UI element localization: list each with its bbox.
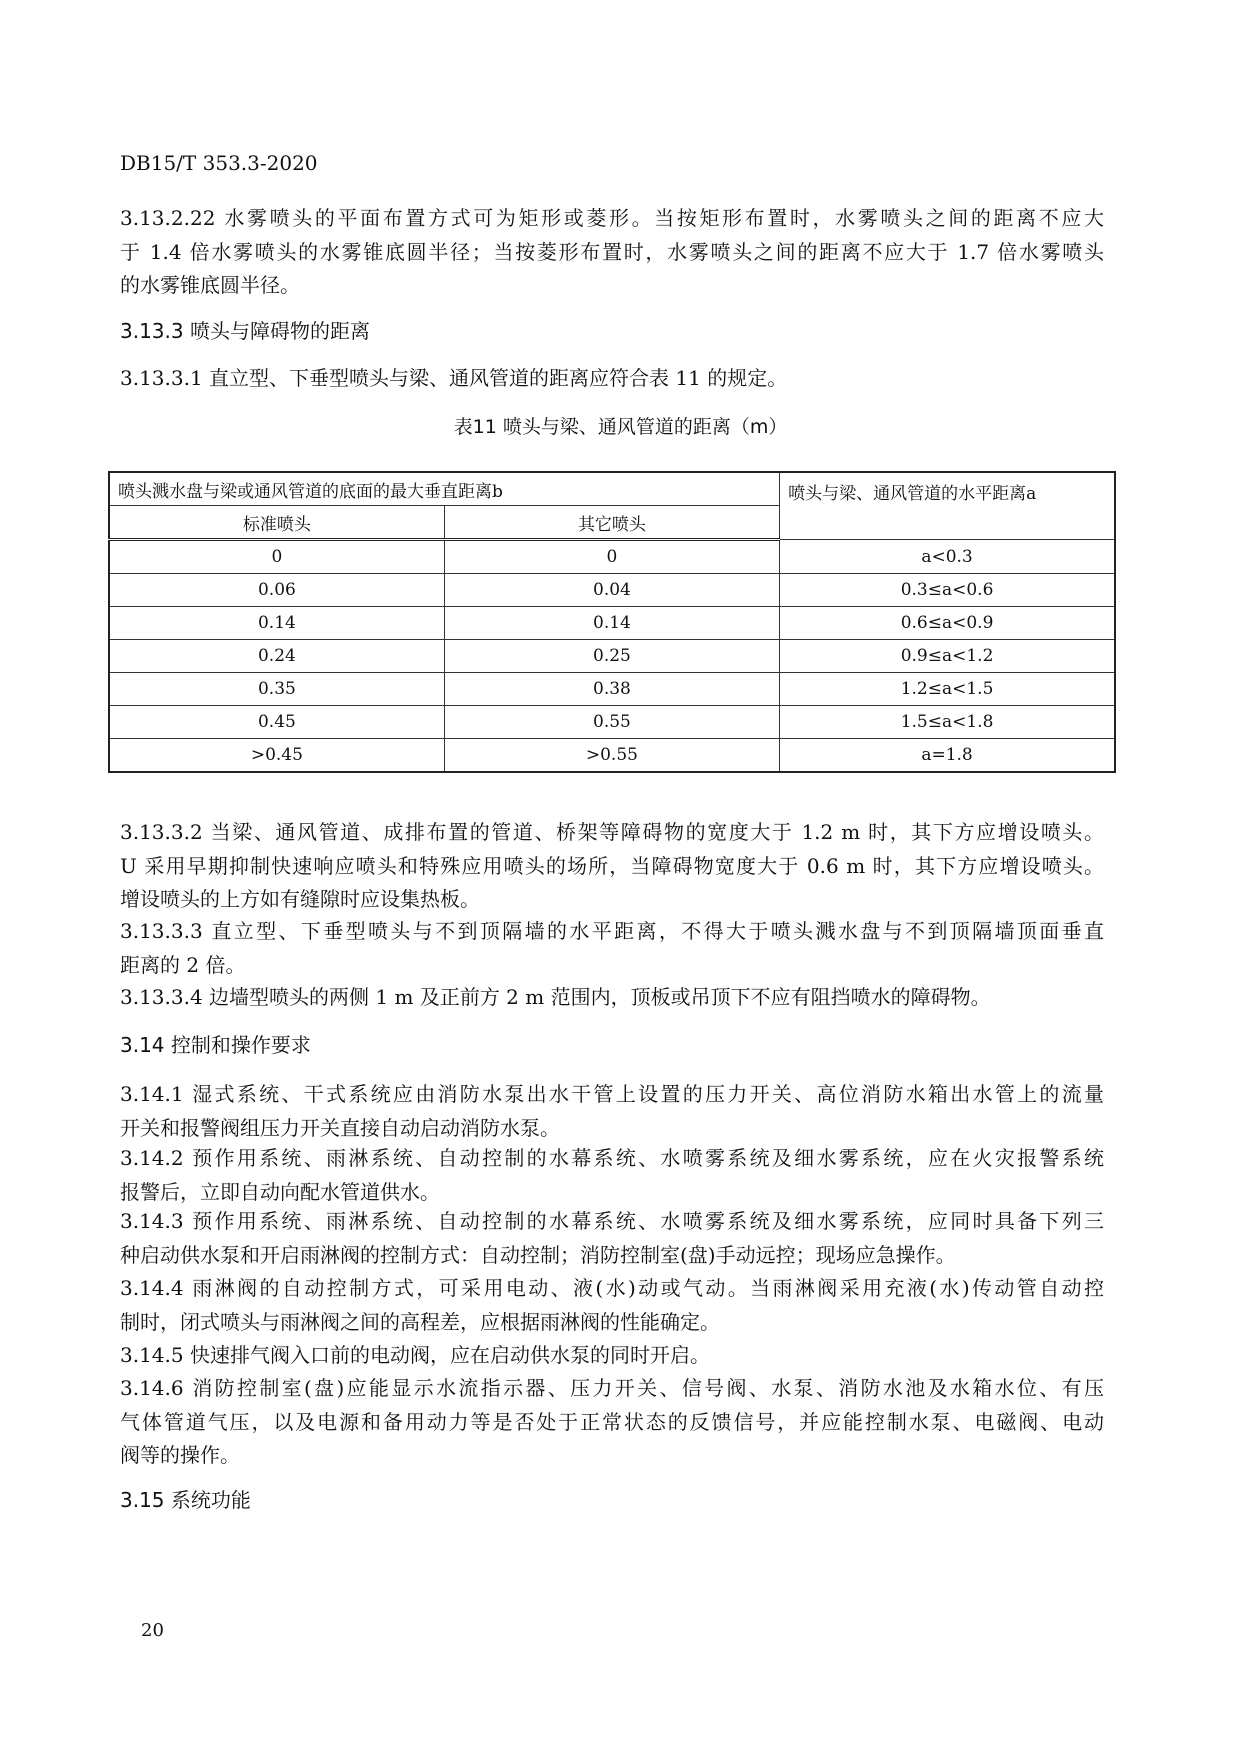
paragraph-line: 增设喷头的上方如有缝隙时应设集热板。 (120, 887, 480, 911)
table-row (109, 640, 1115, 673)
table-title: 表11 喷头与梁、通风管道的距离（m） (453, 416, 788, 438)
paragraph-line: 3.14.1 湿式系统、干式系统应由消防水泵出水干管上设置的压力开关、高位消防水箱出水管上的流量 (120, 1082, 1104, 1106)
section-heading: 3.13.3 喷头与障碍物的距离 (120, 319, 370, 343)
table-row (109, 706, 1115, 739)
table-cell-standard: >0.45 (109, 739, 444, 773)
section-heading: 3.15 系统功能 (120, 1488, 251, 1512)
table-11 (108, 471, 1116, 773)
paragraph-line: 3.14.4 雨淋阀的自动控制方式，可采用电动、液(水)动或气动。当雨淋阀采用充液(水)传动管自动控 (120, 1276, 1104, 1300)
table-cell-other: 0.55 (444, 706, 779, 739)
section-heading: 3.14 控制和操作要求 (120, 1033, 311, 1057)
table-header-horizontal-distance: 喷头与梁、通风管道的水平距离a (780, 472, 1115, 540)
table-cell-standard: 0.35 (109, 673, 444, 706)
paragraph-line: 3.13.3.4 边墙型喷头的两侧 1 m 及正前方 2 m 范围内，顶板或吊顶下不应有阻挡喷水的障碍物。 (120, 985, 991, 1009)
table-cell-horizontal: 1.5≤a<1.8 (780, 706, 1115, 739)
paragraph-line: 制时，闭式喷头与雨淋阀之间的高程差，应根据雨淋阀的性能确定。 (120, 1309, 720, 1334)
paragraph-line: 3.14.2 预作用系统、雨淋系统、自动控制的水幕系统、水喷雾系统及细水雾系统，应在火灾报警系统 (120, 1146, 1104, 1170)
table-cell-horizontal: 0.6≤a<0.9 (780, 607, 1115, 640)
table-subheader-other: 其它喷头 (444, 506, 779, 540)
paragraph-line: 开关和报警阀组压力开关直接自动启动消防水泵。 (120, 1115, 560, 1140)
table-cell-standard: 0.24 (109, 640, 444, 673)
paragraph-line: 种启动供水泵和开启雨淋阀的控制方式：自动控制；消防控制室(盘)手动远控；现场应急操作。 (120, 1242, 956, 1267)
table-cell-horizontal: a=1.8 (780, 739, 1115, 773)
table-header-vertical-distance: 喷头溅水盘与梁或通风管道的底面的最大垂直距离b (109, 472, 780, 506)
paragraph-line: 阀等的操作。 (120, 1443, 240, 1467)
table-cell-standard: 0.14 (109, 607, 444, 640)
table-cell-other: 0.25 (444, 640, 779, 673)
paragraph-line: 3.13.3.1 直立型、下垂型喷头与梁、通风管道的距离应符合表 11 的规定。 (120, 366, 788, 390)
table-cell-horizontal: 0.3≤a<0.6 (780, 574, 1115, 607)
page-number: 20 (141, 1620, 164, 1641)
paragraph-line: U 采用早期抑制快速响应喷头和特殊应用喷头的场所，当障碍物宽度大于 0.6 m 时，其下方应增设喷头。 (120, 853, 1104, 878)
paragraph-line: 3.14.3 预作用系统、雨淋系统、自动控制的水幕系统、水喷雾系统及细水雾系统，应同时具备下列三 (120, 1209, 1104, 1233)
table-cell-other: 0.04 (444, 574, 779, 607)
paragraph-line: 3.13.3.2 当梁、通风管道、成排布置的管道、桥架等障碍物的宽度大于 1.2 m 时，其下方应增设喷头。 (120, 820, 1104, 844)
table-row (109, 673, 1115, 706)
document-code: DB15/T 353.3-2020 (120, 151, 318, 175)
table-row (109, 607, 1115, 640)
paragraph-line: 3.13.3.3 直立型、下垂型喷头与不到顶隔墙的水平距离，不得大于喷头溅水盘与不到顶隔墙顶面垂直 (120, 919, 1104, 943)
table-cell-other: >0.55 (444, 739, 779, 773)
table-row (109, 540, 1115, 574)
table-subheader-standard: 标准喷头 (109, 506, 444, 540)
paragraph-line: 气体管道气压，以及电源和备用动力等是否处于正常状态的反馈信号，并应能控制水泵、电磁阀、电动 (120, 1409, 1104, 1434)
table-row (109, 574, 1115, 607)
paragraph-line: 于 1.4 倍水雾喷头的水雾锥底圆半径；当按菱形布置时，水雾喷头之间的距离不应大于 1.7 倍水雾喷头 (120, 239, 1104, 264)
table-cell-standard: 0.06 (109, 574, 444, 607)
table-cell-standard: 0 (109, 540, 444, 574)
table-cell-horizontal: 1.2≤a<1.5 (780, 673, 1115, 706)
paragraph-line: 距离的 2 倍。 (120, 952, 246, 977)
table-cell-other: 0.38 (444, 673, 779, 706)
paragraph-line: 报警后，立即自动向配水管道供水。 (120, 1179, 440, 1204)
paragraph-line: 的水雾锥底圆半径。 (120, 273, 300, 297)
table-cell-standard: 0.45 (109, 706, 444, 739)
paragraph-line: 3.13.2.22 水雾喷头的平面布置方式可为矩形或菱形。当按矩形布置时，水雾喷头之间的距离不应大 (120, 206, 1104, 230)
table-row (109, 739, 1115, 773)
table-cell-other: 0.14 (444, 607, 779, 640)
paragraph-line: 3.14.6 消防控制室(盘)应能显示水流指示器、压力开关、信号阀、水泵、消防水池及水箱水位、有压 (120, 1376, 1104, 1400)
table-cell-horizontal: a<0.3 (780, 540, 1115, 574)
table-cell-horizontal: 0.9≤a<1.2 (780, 640, 1115, 673)
paragraph-line: 3.14.5 快速排气阀入口前的电动阀，应在启动供水泵的同时开启。 (120, 1343, 710, 1367)
table-cell-other: 0 (444, 540, 779, 574)
